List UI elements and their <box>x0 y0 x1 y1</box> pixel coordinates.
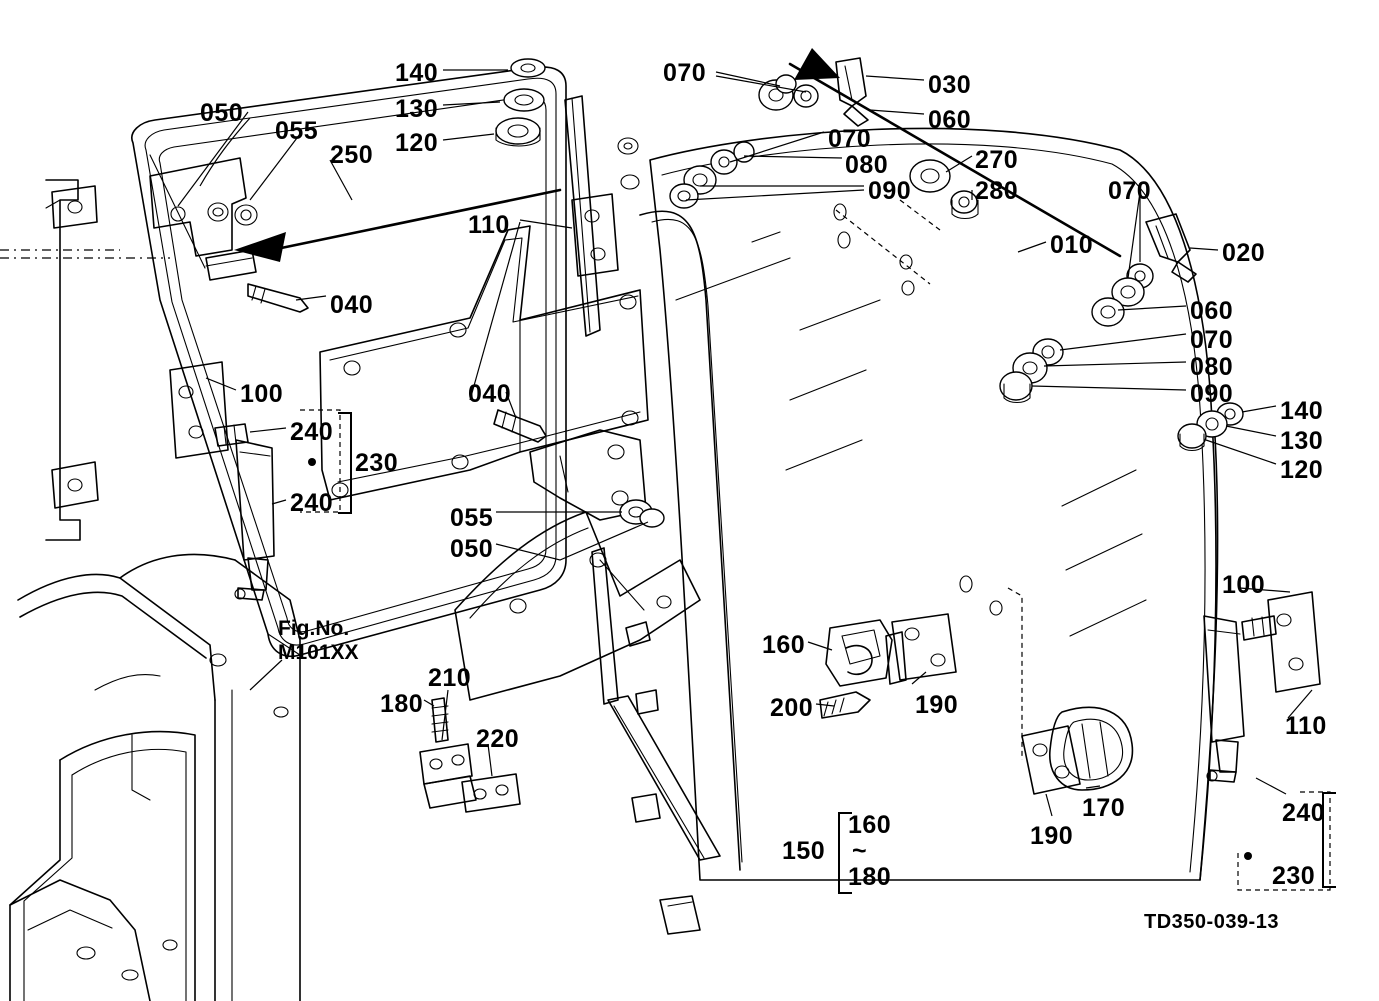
group-bracket-230-left <box>338 412 352 514</box>
callout-240-a: 240 <box>290 418 334 446</box>
callout-050-a: 050 <box>200 99 244 127</box>
callout-130-top: 130 <box>395 95 439 123</box>
callout-150: 150 <box>782 837 826 865</box>
callout-190-a: 190 <box>915 691 959 719</box>
callout-240-b: 240 <box>290 489 334 517</box>
callout-120-top: 120 <box>395 129 439 157</box>
callout-055-a: 055 <box>275 117 319 145</box>
callout-220: 220 <box>476 725 520 753</box>
callout-030: 030 <box>928 71 972 99</box>
group-bracket-230-right <box>1322 792 1336 888</box>
figure-reference-line1: Fig.No. <box>278 617 350 640</box>
callout-060-top: 060 <box>928 106 972 134</box>
callout-010: 010 <box>1050 231 1094 259</box>
group-150-top: 160 <box>848 811 892 839</box>
callout-250: 250 <box>330 141 374 169</box>
drawing-number: TD350-039-13 <box>1144 911 1279 933</box>
callout-055-b: 055 <box>450 504 494 532</box>
callout-230-a: 230 <box>355 449 399 477</box>
callout-090-a: 090 <box>868 177 912 205</box>
callout-110-b: 110 <box>1285 712 1327 740</box>
callout-020: 020 <box>1222 239 1266 267</box>
group-150-tilde: ~ <box>852 837 868 865</box>
callout-190-b: 190 <box>1030 822 1074 850</box>
callout-080-b: 080 <box>1190 353 1234 381</box>
callout-140-top: 140 <box>395 59 439 87</box>
callout-070-c: 070 <box>1108 177 1152 205</box>
callout-040-a: 040 <box>330 291 374 319</box>
callout-090-b: 090 <box>1190 380 1234 408</box>
callout-120-right: 120 <box>1280 456 1324 484</box>
callout-100-b: 100 <box>1222 571 1266 599</box>
callout-080-a: 080 <box>845 151 889 179</box>
callout-210: 210 <box>428 664 472 692</box>
callout-060-b: 060 <box>1190 297 1234 325</box>
callout-070-top: 070 <box>663 59 707 87</box>
callout-070-b: 070 <box>828 125 872 153</box>
callout-160-a: 160 <box>762 631 806 659</box>
callout-170: 170 <box>1082 794 1126 822</box>
callout-070-d: 070 <box>1190 326 1234 354</box>
figure-reference-line2: M101XX <box>278 641 359 664</box>
callout-270: 270 <box>975 146 1019 174</box>
callout-280: 280 <box>975 177 1019 205</box>
callout-050-b: 050 <box>450 535 494 563</box>
callout-140-right: 140 <box>1280 397 1324 425</box>
callout-110-a: 110 <box>468 211 510 239</box>
callout-230-b: 230 <box>1272 862 1316 890</box>
callout-100-a: 100 <box>240 380 284 408</box>
callout-180: 180 <box>380 690 424 718</box>
callout-200: 200 <box>770 694 814 722</box>
callout-130-right: 130 <box>1280 427 1324 455</box>
group-150-bottom: 180 <box>848 863 892 891</box>
callout-040-b: 040 <box>468 380 512 408</box>
callout-240-c: 240 <box>1282 799 1326 827</box>
